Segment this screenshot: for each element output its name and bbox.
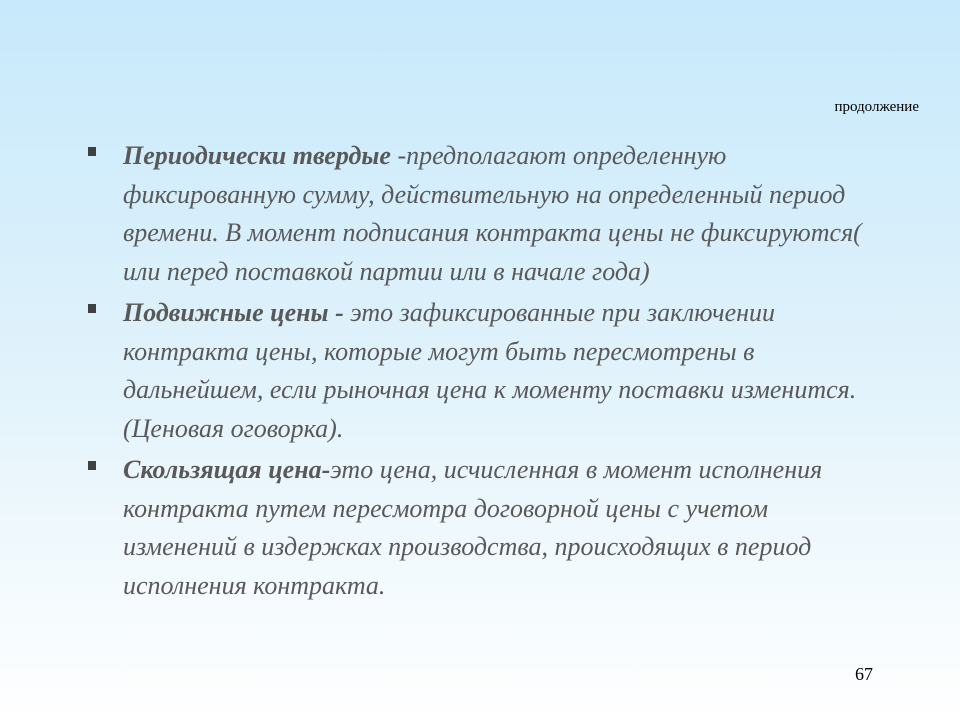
continuation-label: продолжение xyxy=(834,99,919,115)
bullet-item-movable-prices xyxy=(84,294,874,448)
square-bullet-icon xyxy=(88,304,96,313)
bullet-item-sliding-price xyxy=(84,451,874,605)
bullet-text: это цена, исчисленная в момент исполнения контракта путем пересмотра договорной цены с учетом изменений в издержках производства, происходящих в период исполнения контракта. xyxy=(123,455,823,600)
page-number: 67 xyxy=(855,664,873,684)
bullet-list xyxy=(84,137,874,608)
square-bullet-icon xyxy=(88,147,96,156)
bullet-term: Периодически твердые xyxy=(123,141,391,170)
bullet-term: Подвижные цены - xyxy=(123,298,344,327)
square-bullet-icon xyxy=(88,461,96,470)
bullet-term: Скользящая цена- xyxy=(123,455,331,484)
bullet-text: -предполагают определенную фиксированную сумму, действительную на определенный период времени. В момент подписания контракта цены не фиксируются( или перед поставкой партии или в начале года) xyxy=(123,141,862,286)
bullet-text: это зафиксированные при заключении контракта цены, которые могут быть пересмотрены в дальнейшем, если рыночная цена к моменту поставки изменится.(Ценовая оговорка). xyxy=(123,298,857,443)
bullet-item-periodically-fixed xyxy=(84,137,874,291)
